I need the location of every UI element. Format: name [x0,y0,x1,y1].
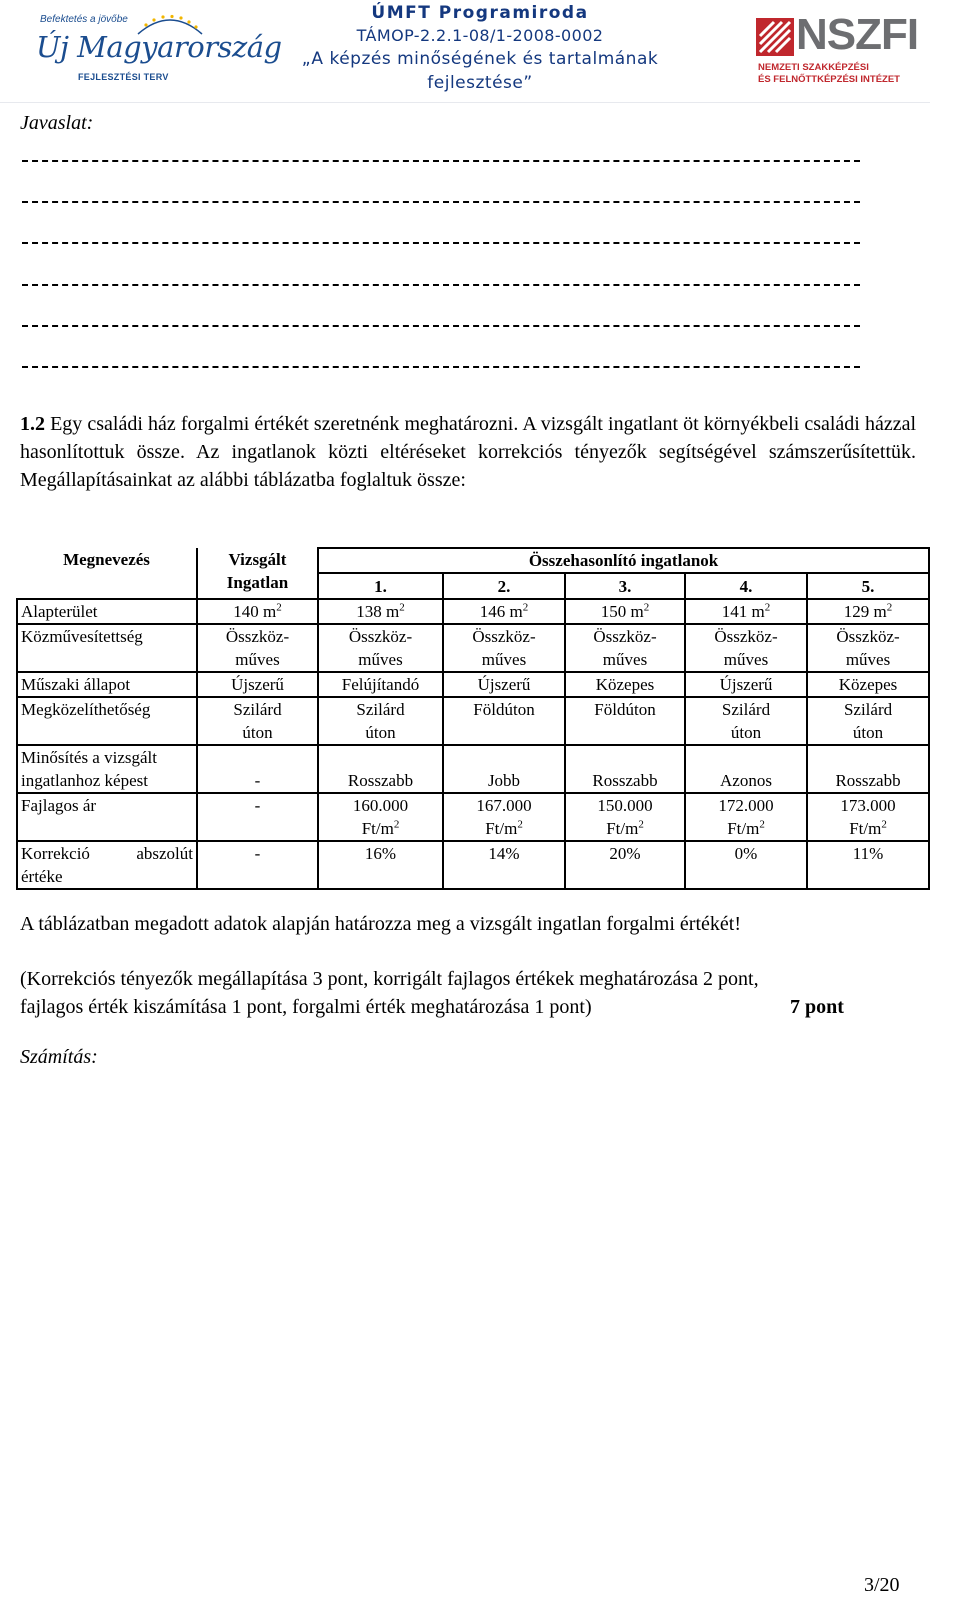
table-cell: Azonos [685,745,807,793]
header-subject [197,548,318,599]
instruction-text: A táblázatban megadott adatok alapján határozza meg a vizsgált ingatlan forgalmi értékét! [20,913,741,935]
table-cell: Összköz- műves [807,624,929,672]
table-cell: Rosszabb [565,745,685,793]
table-cell: Jobb [443,745,565,793]
logo-subtitle: FEJLESZTÉSI TERV [78,72,169,82]
table-cell: - [197,841,318,889]
table-cell: Földúton [565,697,685,745]
answer-line [22,160,860,162]
table-cell: Összköz- műves [443,624,565,672]
table-cell: 141 $m^2$ [685,599,807,624]
table-cell: 138 $m^2$ [318,599,443,624]
answer-line [22,325,860,327]
nszfi-full-line-1: NEMZETI SZAKKÉPZÉSI [758,62,869,73]
table-cell: 140 $m^2$ [197,599,318,624]
row-label: Műszaki állapot [17,672,197,697]
table-cell: Összköz- műves [565,624,685,672]
table-row [17,745,929,793]
task-paragraph [20,410,916,494]
header-subject-line-1: Vizsgált [228,550,287,569]
nszfi-full-name [758,62,933,86]
header-name [17,548,197,599]
header-org: ÚMFT Programiroda [371,3,589,23]
table-row [17,697,929,745]
row-label: Fajlagos ár [17,793,197,841]
scoring-text [20,965,916,1021]
table-cell: Szilárd úton [807,697,929,745]
header-code: TÁMOP-2.2.1-08/1-2008-0002 [356,26,604,45]
table-cell: Rosszabb [318,745,443,793]
table-cell: Közepes [565,672,685,697]
answer-line [22,284,860,286]
comp-number: 2. [443,573,565,599]
table-cell: Újszerű [443,672,565,697]
table-cell: Felújítandó [318,672,443,697]
table-cell: 11% [807,841,929,889]
header-project-line-1: „A képzés minőségének és tartalmának [301,49,659,69]
table-cell: 150 $m^2$ [565,599,685,624]
points-label: 7 pont [790,996,844,1018]
table-cell: Rosszabb [807,745,929,793]
table-cell: Összköz- műves [318,624,443,672]
header-divider [0,102,930,103]
comp-number: 4. [685,573,807,599]
header-program-info [280,2,680,95]
row-label: Alapterület [17,599,197,624]
uj-magyarorszag-logo [32,10,282,90]
nszfi-name: NSZFI [796,10,919,59]
table-row [17,599,929,624]
header-name-text: Megnevezés [63,550,150,569]
answer-line [22,242,860,244]
table-row [17,841,929,889]
row-label: Közművesítettség [17,624,197,672]
table-row [17,793,929,841]
table-cell: - [197,793,318,841]
table-cell: Szilárd úton [318,697,443,745]
header-project-line-2: fejlesztése” [427,73,533,93]
page-header [0,0,960,110]
table-cell: 0% [685,841,807,889]
header-comparables: Összehasonlító ingatlanok [318,548,929,573]
answer-line [22,366,860,368]
table-cell: 129 $m^2$ [807,599,929,624]
comparison-table [16,547,930,890]
javaslat-label: Javaslat: [20,112,94,134]
calc-label: Számítás: [20,1046,98,1068]
scoring-line-2: fajlagos érték kiszámítása 1 pont, forgalmi érték meghatározása 1 pont) 7 pont [20,993,916,1021]
comp-number: 3. [565,573,685,599]
table-row [17,672,929,697]
answer-line [22,201,860,203]
scoring-line-1: (Korrekciós tényezők megállapítása 3 pont, korrigált fajlagos értékek meghatározása 2 pont, [20,968,759,990]
logo-tagline: Befektetés a jövőbe [40,14,128,25]
comp-number: 1. [318,573,443,599]
table-cell: Újszerű [685,672,807,697]
nszfi-logo [752,12,932,84]
table-cell: 146 $m^2$ [443,599,565,624]
table-cell: - [197,745,318,793]
table-cell: Összköz- műves [197,624,318,672]
table-cell: 167.000 $Ft/m^2$ [443,793,565,841]
table-cell: Újszerű [197,672,318,697]
nszfi-full-line-2: ÉS FELNŐTTKÉPZÉSI INTÉZET [758,74,900,85]
logo-title: Új Magyarország [36,30,282,64]
task-text: Egy családi ház forgalmi értékét szeretnénk meghatározni. A vizsgált ingatlant öt környékbeli családi házzal hasonlítottuk össze. Az ingatlanok közti eltéréseket korrekciós tényezők segítségével számszerűsítettük. Megállapításainkat az alábbi táblázatba foglaltuk össze: [20,413,917,491]
table-cell: Összköz- műves [685,624,807,672]
table-cell: 16% [318,841,443,889]
table-cell: 150.000 $Ft/m^2$ [565,793,685,841]
table-cell: 14% [443,841,565,889]
comp-number: 5. [807,573,929,599]
row-label: Minősítés a vizsgált ingatlanhoz képest [17,745,197,793]
table-cell: Szilárd úton [197,697,318,745]
table-cell: 20% [565,841,685,889]
row-label: Megközelíthetőség [17,697,197,745]
task-number: 1.2 [20,413,45,435]
table-row [17,624,929,672]
table-cell: 173.000 $Ft/m^2$ [807,793,929,841]
page-number: 3/20 [864,1574,900,1596]
row-label: Korrekció abszolút értéke [17,841,197,889]
table-cell: Szilárd úton [685,697,807,745]
header-subject-line-2: Ingatlan [226,573,289,592]
table-cell: 172.000 $Ft/m^2$ [685,793,807,841]
nszfi-mark-icon [756,18,794,56]
table-cell: 160.000 $Ft/m^2$ [318,793,443,841]
table-cell: Földúton [443,697,565,745]
table-header-row [17,548,929,573]
table-cell: Közepes [807,672,929,697]
